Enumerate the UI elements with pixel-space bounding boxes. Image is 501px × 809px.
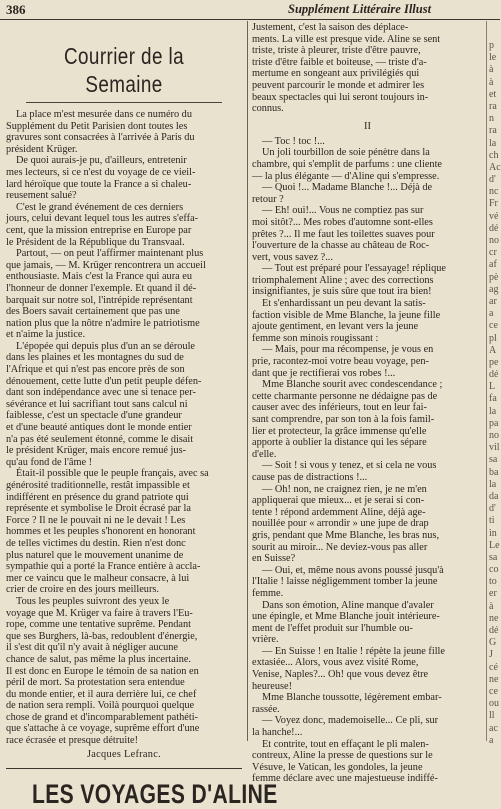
edge-fragment: pè xyxy=(489,271,499,283)
edge-fragment: ce xyxy=(489,320,498,332)
text-line: des Boers savait certainement que pas une xyxy=(6,306,180,318)
edge-fragment: et xyxy=(489,88,497,100)
text-line: peuvent parcourir le monde et admirer les xyxy=(252,79,425,91)
section-numeral: II xyxy=(364,120,371,132)
edge-fragment: to xyxy=(489,576,497,588)
text-line: plus naturel que le mouvement unanime de xyxy=(6,549,184,561)
text-line: Partout, — on peut l'affirmer maintenant plus xyxy=(16,248,204,260)
edge-fragment: ll xyxy=(489,710,495,722)
text-line: L'épopée qui depuis plus d'un an se déroule xyxy=(16,340,195,352)
edge-fragment: no xyxy=(489,430,499,441)
edge-fragment: Le xyxy=(489,539,500,551)
text-line: dant que je rectifierai vos robes !... xyxy=(252,367,396,379)
text-line: Vésuve, le Vatican, les gondoles, la jeune xyxy=(252,761,423,773)
edge-fragment: la xyxy=(489,478,497,490)
text-line: moi sitôt?... Mes robes d'automne sont-elles xyxy=(252,216,433,228)
edge-fragment: J xyxy=(489,649,493,661)
next-article-title: LES VOYAGES D'ALINE xyxy=(31,778,278,809)
text-line: insignifiantes, je suis sûre que tout ira bien! xyxy=(252,286,432,298)
edge-fragment: ne xyxy=(489,673,499,685)
text-line: sant comprendre, par son ton à la fois famil- xyxy=(252,414,435,425)
text-line: triste, triste à pleurer, triste d'être pauvre, xyxy=(252,45,421,57)
edge-fragment: L xyxy=(489,381,496,393)
text-line: rassée. xyxy=(252,703,280,715)
edge-fragment: ra xyxy=(489,125,497,137)
edge-fragment: er xyxy=(489,588,497,600)
text-line: Justement, c'est la saison des déplace- xyxy=(252,22,409,33)
text-line: du monde entier, et il aura derrière lui, ce chef xyxy=(6,688,197,700)
text-line: sourit au miroir... Ne deviez-vous pas aller xyxy=(252,541,428,553)
text-line: que jamais, — M. Krüger rencontrera un accueil xyxy=(6,259,206,271)
edge-fragment: no xyxy=(489,235,499,246)
text-line: appliquerai que mieux... et je serai si con- xyxy=(252,495,425,507)
text-line: Force ? Il ne le pouvait ni ne le devait ! Les xyxy=(6,514,186,526)
text-line: — En Suisse ! en Italie ! répète la jeune fille xyxy=(262,645,445,657)
text-line: — Mais, pour ma récompense, je vous en xyxy=(262,344,434,356)
text-line: l'Afrique et qui n'est pas encore près de son xyxy=(6,364,185,376)
publication-title: Supplément Littéraire Illust xyxy=(288,2,432,16)
edge-fragment: à xyxy=(489,600,494,612)
edge-fragment: ch xyxy=(489,149,499,161)
text-line: chance de salut, pas même la plus incertaine. xyxy=(6,653,191,665)
text-line: prie, racontez-moi votre beau voyage, pen- xyxy=(252,356,429,368)
text-line: triomphalement Aline ; avec des corrections xyxy=(252,274,434,286)
text-line: rope, comme une tentative suprême. Pendant xyxy=(6,619,191,631)
text-line: Tous les peuples suivront des yeux le xyxy=(16,595,170,607)
edge-fragment: vil xyxy=(489,442,500,454)
edge-fragment: G xyxy=(489,637,497,649)
text-line: sympathie qui a porté la France entière à accla- xyxy=(6,561,201,573)
text-line: n'a pas été seulement étonné, comme le disait xyxy=(6,433,194,445)
text-line: de nation sera rempli. Voilà pourquoi quelque xyxy=(6,700,195,712)
text-line: — Toc ! toc !... xyxy=(262,135,325,147)
text-line: cent, que la mission entreprise en Europe par xyxy=(6,224,192,236)
text-line: péril de mort. Sa protestation sera entendue xyxy=(6,677,185,689)
text-line: mer ce vaincu que le malheur consacre, à lui xyxy=(6,572,190,584)
edge-fragment: le xyxy=(489,52,497,64)
edge-fragment: la xyxy=(489,137,497,149)
text-line: l'honneur de donner l'exemple. Et quand il dé- xyxy=(6,282,197,294)
text-line: connus. xyxy=(252,103,284,115)
column-divider-right xyxy=(486,21,487,741)
text-line: sévérance et lui sacrifiant tout sans calcul ni xyxy=(6,398,188,410)
text-line: le Président de la République du Transvaal. xyxy=(6,236,185,248)
text-line: — Quoi !... Madame Blanche !... Déjà de xyxy=(262,182,433,194)
text-line: Et contrite, tout en effaçant le pli malen- xyxy=(262,738,429,750)
edge-fragment: nc xyxy=(489,186,499,198)
edge-fragment: a xyxy=(489,734,494,746)
adjacent-column-fragment xyxy=(489,40,501,746)
text-line: générosité traditionnelle, restât impassible et xyxy=(6,480,190,491)
text-line: chambre, qui s'emplit de parfums : une cliente xyxy=(252,158,442,170)
text-line: femme son minois rougissant : xyxy=(252,332,379,344)
edge-fragment: A xyxy=(489,344,497,356)
text-line: hommes et les peuples s'honorent en honorant xyxy=(6,526,196,538)
text-line: l'Italie ! laisse négligemment tomber la jeune xyxy=(252,576,438,588)
right-column xyxy=(252,22,483,785)
text-line: ajoute gentiment, en levant vers la jeune xyxy=(252,321,419,333)
text-line: vrière. xyxy=(252,634,279,646)
edge-fragment: ac xyxy=(489,722,498,734)
text-line: président Krüger. xyxy=(6,143,78,155)
text-line: en Suisse? xyxy=(252,553,296,565)
column-divider xyxy=(247,21,248,741)
text-line: cause pas de distractions !... xyxy=(252,471,368,483)
edge-fragment: ce xyxy=(489,685,498,697)
text-line: que s'attache à ce voyage, suprême effort d'une xyxy=(6,723,200,735)
text-line: vert, vous savez ?... xyxy=(252,251,333,263)
edge-fragment: dé xyxy=(489,625,499,636)
text-line: cette charmante personne ne dédaigne pas de xyxy=(252,390,438,402)
edge-fragment: dé xyxy=(489,222,499,234)
edge-fragment: pa xyxy=(489,417,499,429)
edge-fragment: d' xyxy=(489,174,496,186)
text-line: Supplément du Petit Parisien dont toutes les xyxy=(6,120,188,132)
left-article-text xyxy=(6,109,242,747)
edge-fragment: à xyxy=(489,64,494,76)
text-line: Il est donc en Europe le témoin de sa nation en xyxy=(6,665,199,677)
text-line: ment de l'effet produit sur l'humble ou- xyxy=(252,622,413,634)
text-line: C'est le grand événement de ces derniers xyxy=(16,201,184,213)
text-line: femme déclare avec une majestueuse indiffé- xyxy=(252,773,438,785)
text-line: triste d'être faible et boiteuse, — triste d'a- xyxy=(252,56,427,68)
text-line: dénouement, cette lutte d'un petit peuple défen- xyxy=(6,375,202,387)
text-line: chose de grand et d'incomparablement pathéti- xyxy=(6,711,198,723)
text-line: faiblesse, c'est un spectacle d'une grandeur xyxy=(6,410,182,422)
text-line: Et s'enhardissant un peu devant la satis- xyxy=(262,298,426,310)
text-line: apporte à oublier la distance qui les sépare xyxy=(252,437,427,449)
page-number: 386 xyxy=(6,2,26,17)
text-line: — Voyez donc, mademoiselle... Ce pli, sur xyxy=(262,715,439,727)
text-line: contreux, Aline la presse de questions sur le xyxy=(252,750,433,762)
text-line: d'elle. xyxy=(252,448,277,460)
text-line: — Oui, et, même nous avons poussé jusqu'à xyxy=(262,564,444,576)
edge-fragment: d' xyxy=(489,503,496,515)
edge-fragment: p xyxy=(489,40,494,51)
text-line: que ses Burghers, là-bas, redoublent d'énergie, xyxy=(6,630,198,642)
text-line: nouillée pour « arrondir » une jupe de drap xyxy=(252,518,429,530)
text-line: dant son indépendance avec une si tenace per- xyxy=(6,387,196,399)
text-line: voyage que M. Krüger va faire à travers l'Eu- xyxy=(6,607,193,619)
edge-fragment: ou xyxy=(489,698,499,710)
article-signature xyxy=(6,749,242,760)
edge-fragment: a xyxy=(489,308,494,320)
text-line: et d'une beauté antiques dont le monde entier xyxy=(6,422,192,434)
text-line: retour ? xyxy=(252,193,284,205)
edge-fragment: da xyxy=(489,490,499,502)
text-line: reusement salué? xyxy=(6,190,77,202)
edge-fragment: n xyxy=(489,113,494,125)
text-line: Mme Blanche sourit avec condescendance ; xyxy=(262,379,443,391)
edge-fragment: in xyxy=(489,527,497,539)
edge-fragment: af xyxy=(489,259,497,271)
text-line: — Oh! non, ne craignez rien, je ne m'en xyxy=(262,483,427,495)
text-line: heureuse! xyxy=(252,680,293,692)
edge-fragment: pe xyxy=(489,356,499,368)
text-line: race écrasée et presque détruite! xyxy=(6,735,139,747)
edge-fragment: fa xyxy=(489,393,497,405)
signature-rule xyxy=(6,768,242,769)
text-line: lard héroïque que toute la France a si chaleu- xyxy=(6,178,192,190)
edge-fragment: ar xyxy=(489,295,497,307)
edge-fragment: cé xyxy=(489,661,498,673)
edge-fragment: sa xyxy=(489,454,498,466)
right-article-text-a xyxy=(252,22,483,115)
text-line: — Soit ! si vous y tenez, et si cela ne vous xyxy=(262,460,437,472)
text-line: jours, celui devant lequel tous les autres s'effa- xyxy=(6,213,199,225)
text-line: barquait sur notre sol, l'intrépide représentant xyxy=(6,294,193,306)
text-line: Un joli tourbillon de soie pénètre dans la xyxy=(262,147,430,159)
text-line: Venise, Naples?... Oh! que vous devez être xyxy=(252,669,429,681)
text-line: gris, pendant que Mme Blanche, les bras nus, xyxy=(252,529,440,541)
text-line: et n'aime la justice. xyxy=(6,329,86,341)
edge-fragment: Fr xyxy=(489,198,498,210)
text-line: nation plus que la nôtre n'admire le patriotisme xyxy=(6,317,200,329)
text-line: crier de croire en des jours meilleurs. xyxy=(6,584,159,596)
text-line: mertume en songeant aux privilégiés qui xyxy=(252,68,420,80)
text-line: beaux spectacles qui lui seront toujours in- xyxy=(252,91,429,103)
edge-fragment: ra xyxy=(489,100,497,112)
text-line: faction visible de Mme Blanche, la jeune fille xyxy=(252,309,441,321)
text-line: Était-il possible que le peuple français, avec sa xyxy=(16,468,209,480)
section-title: Courrier de la Semaine xyxy=(63,43,185,97)
text-line: indifférent en présence du grand patriote qui xyxy=(6,491,189,503)
text-line: qu'au fond de l'âme ! xyxy=(6,456,93,468)
text-line: Mme Blanche toussotte, légèrement embar- xyxy=(262,692,442,704)
text-line: l'ouverture de la chasse au château de Roc- xyxy=(252,240,430,252)
edge-fragment: ag xyxy=(489,283,499,295)
edge-fragment: ba xyxy=(489,466,499,478)
edge-fragment: ti xyxy=(489,515,495,527)
edge-fragment: à xyxy=(489,76,494,88)
edge-fragment: la xyxy=(489,405,497,417)
right-article-text-b xyxy=(252,136,483,785)
edge-fragment: co xyxy=(489,564,499,576)
edge-fragment: cr xyxy=(489,247,497,259)
text-line: mes lecteurs, si ce n'est du voyage de ce vieil- xyxy=(6,166,196,178)
text-line: prêtes ?... Il me faut les toilettes suaves pour xyxy=(252,228,435,240)
text-line: De quoi aurais-je pu, d'ailleurs, entretenir xyxy=(16,155,187,167)
text-line: — Eh! oui!... Vous ne comptiez pas sur xyxy=(262,205,424,217)
edge-fragment: vé xyxy=(489,210,499,222)
edge-fragment: ne xyxy=(489,612,499,624)
text-line: représente et symbolise le Droit écrasé par la xyxy=(6,503,191,515)
edge-fragment: dé xyxy=(489,369,499,381)
text-line: le président Krüger, mais encore remué jus- xyxy=(6,445,186,457)
edge-fragment: sa xyxy=(489,551,498,563)
text-line: Dans son émotion, Aline manque d'avaler xyxy=(262,599,434,611)
text-line: La place m'est mesurée dans ce numéro du xyxy=(16,109,192,120)
text-line: — Tout est préparé pour l'essayage! réplique xyxy=(262,263,446,275)
text-line: il s'est dit qu'il n'y avait à négliger aucune xyxy=(6,642,178,654)
text-line: ments. La ville est presque vide. Aline se sent xyxy=(252,33,441,45)
text-line: la hanche!... xyxy=(252,727,303,739)
text-line: enthousiaste. Mais c'est la France qui aura eu xyxy=(6,271,192,283)
text-line: dans les plaines et les montagnes du sud de xyxy=(6,352,184,364)
text-line: lier et protecteur, la grâce immense qu'elle xyxy=(252,425,427,437)
text-line: extasiée... Alors, vous avez visité Rome, xyxy=(252,657,419,669)
text-line: tente ! répond ardemment Aline, déjà age- xyxy=(252,506,426,518)
text-line: — la plus élégante — d'Aline qui s'empresse. xyxy=(252,170,440,182)
header-rule xyxy=(0,19,500,20)
edge-fragment: pl xyxy=(489,332,497,344)
title-rule xyxy=(26,102,222,103)
text-line: femme. xyxy=(252,587,284,599)
text-line: gravures sont consacrées à l'arrivée à Paris du xyxy=(6,132,195,144)
signature-text: Jacques Lefranc. xyxy=(87,748,161,760)
text-line: causer avec des inférieurs, tout en leur fai- xyxy=(252,402,427,414)
text-line: une épingle, et Mme Blanche jouit intérieure- xyxy=(252,611,440,623)
text-line: de telles victimes du destin. Rien n'est donc xyxy=(6,537,186,549)
edge-fragment: Ac xyxy=(489,161,501,173)
